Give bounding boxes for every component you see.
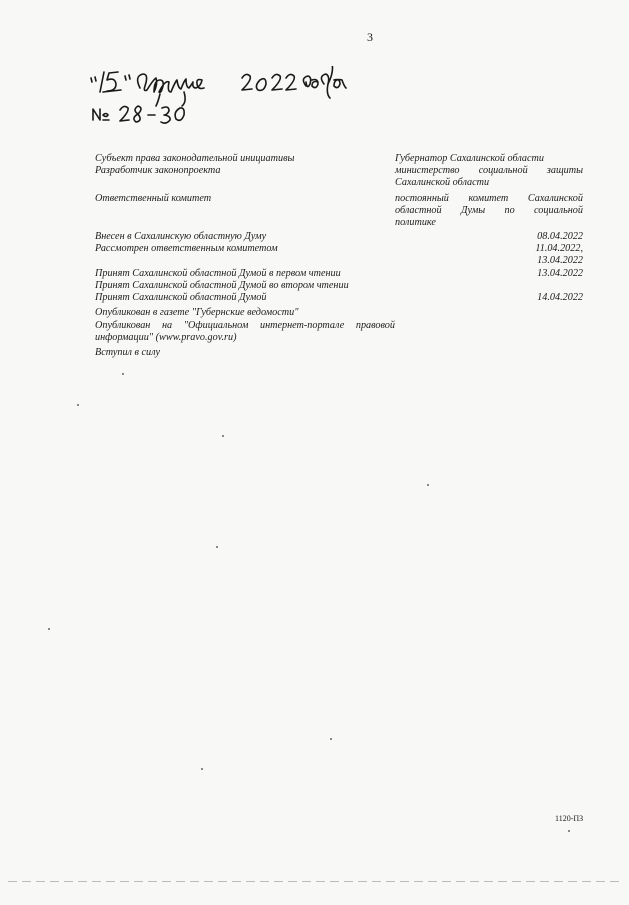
introduced-label: Внесен в Сахалинскую областную Думу: [95, 231, 267, 242]
introduced-date: 08.04.2022: [537, 231, 583, 242]
first-reading-label: Принят Сахалинской областной Думой в первом чтении: [95, 268, 341, 279]
published-newspaper-label: Опубликован в газете "Губернские ведомости": [95, 307, 299, 318]
scan-speck: [201, 768, 203, 770]
considered-date-1: 11.04.2022,: [535, 243, 583, 254]
responsible-committee-value-line-1: постоянный комитет Сахалинской: [395, 193, 583, 204]
scan-speck: [330, 738, 332, 740]
responsible-committee-value-line-2: областной Думы по социальной: [395, 205, 583, 216]
considered-label: Рассмотрен ответственным комитетом: [95, 243, 278, 254]
published-portal-label-line-2: информации" (www.pravo.gov.ru): [95, 332, 237, 343]
scan-speck: [77, 404, 79, 406]
adopted-label: Принят Сахалинской областной Думой: [95, 292, 267, 303]
second-reading-label: Принят Сахалинской областной Думой во втором чтении: [95, 280, 349, 291]
scan-speck: [427, 484, 429, 486]
responsible-committee-value-line-3: политике: [395, 217, 436, 228]
initiative-subject-label: Субъект права законодательной инициативы: [95, 153, 295, 164]
scan-speck: [122, 373, 124, 375]
scan-speck: [222, 435, 224, 437]
adopted-date: 14.04.2022: [537, 292, 583, 303]
bill-developer-value-line-1: министерство социальной защиты: [395, 165, 583, 176]
entered-into-force-label: Вступил в силу: [95, 347, 160, 358]
footer-document-code: 1120-ПЗ: [555, 814, 584, 823]
page-number: 3: [367, 30, 373, 44]
scan-speck: [216, 546, 218, 548]
initiative-subject-value: Губернатор Сахалинской области: [395, 153, 544, 164]
handwritten-date-and-number: [88, 66, 378, 130]
published-portal-label-line-1: Опубликован на "Официальном интернет-портале правовой: [95, 320, 395, 331]
scan-speck: [48, 628, 50, 630]
scan-speck: [568, 830, 570, 832]
considered-date-2: 13.04.2022: [537, 255, 583, 266]
bill-developer-value-line-2: Сахалинской области: [395, 177, 490, 188]
bill-developer-label: Разработчик законопроекта: [95, 165, 221, 176]
first-reading-date: 13.04.2022: [537, 268, 583, 279]
responsible-committee-label: Ответственный комитет: [95, 193, 212, 204]
scan-edge-line: [8, 881, 623, 882]
